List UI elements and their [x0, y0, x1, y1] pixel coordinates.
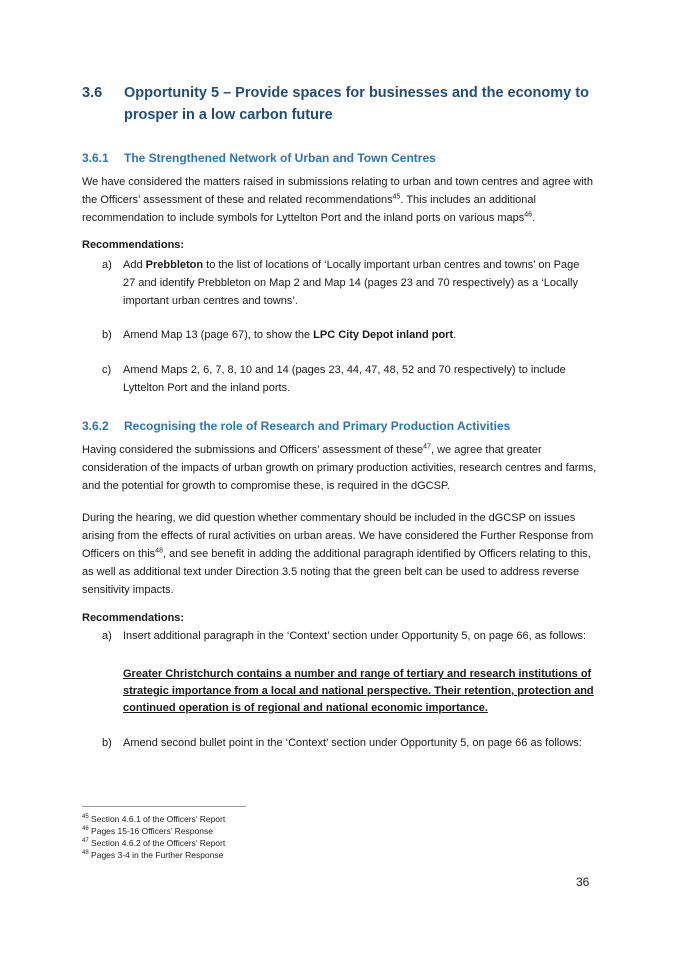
item-label: c): [102, 364, 112, 376]
paragraph: [82, 173, 602, 227]
footnote-number: 47: [82, 838, 89, 845]
paragraph: [82, 509, 602, 599]
footnote-text: Section 4.6.1 of the Officers’ Report: [88, 814, 226, 824]
section-heading: [82, 82, 622, 126]
recommendation-item: [102, 627, 592, 645]
item-text: [123, 326, 592, 344]
footnote-text: Section 4.6.2 of the Officers’ Report: [88, 838, 226, 848]
subsection-title: Recognising the role of Research and Primary Production Activities: [124, 419, 511, 433]
section-title: Opportunity 5 – Provide spaces for businesses and the economy to prosper in a low carbon future: [124, 85, 589, 123]
footnote: [82, 825, 213, 837]
text: During the hearing, we did question whether commentary should be included in the dGCSP on issues arising from the effects of rural activities on urban areas. We have considered the Further Response from Officers on this: [82, 512, 594, 560]
subsection-heading-361: [82, 150, 436, 166]
footnote: [82, 813, 225, 825]
bold-text: Prebbleton: [145, 259, 204, 271]
item-label: b): [102, 737, 112, 749]
subsection-heading-362: [82, 418, 510, 434]
text: . This includes an additional recommendation to include symbols for Lyttelton Port and the inland ports on various maps: [82, 194, 536, 224]
paragraph: [82, 441, 602, 495]
recommendations-heading: Recommendations:: [82, 612, 185, 624]
subsection-title: The Strengthened Network of Urban and Town Centres: [124, 151, 436, 165]
footnote-ref[interactable]: 47: [423, 443, 431, 451]
item-text: [123, 361, 592, 397]
text: Amend Map 13 (page 67), to show the: [123, 329, 314, 341]
item-text: [123, 256, 592, 310]
recommendation-item: [102, 361, 592, 397]
text: , we agree that greater consideration of the impacts of urban growth on primary production activities, research centres and farms, and the potential for growth to compromise these, is required in the dGCSP.: [82, 444, 597, 492]
footnote-text: Pages 15-16 Officers’ Response: [88, 826, 213, 836]
page-number: 36: [576, 875, 590, 889]
recommendations-heading: Recommendations:: [82, 239, 185, 251]
footnote-number: 48: [82, 850, 89, 857]
item-label: a): [102, 259, 112, 271]
item-label: a): [102, 630, 112, 642]
section-number: 3.6: [82, 85, 103, 101]
item-label: b): [102, 329, 112, 341]
subsection-number: 3.6.2: [82, 419, 109, 433]
footnote-text: Pages 3-4 in the Further Response: [88, 850, 224, 860]
text: We have considered the matters raised in submissions relating to urban and town centres and agree with the Officers’ assessment of these and related recommendations: [82, 176, 593, 206]
text: .: [453, 329, 457, 341]
footnote-number: 46: [82, 826, 89, 833]
subsection-number: 3.6.1: [82, 151, 109, 165]
footnote-divider: [82, 806, 246, 807]
text: .: [532, 212, 536, 224]
text: , and see benefit in adding the additional paragraph identified by Officers relating to this, as well as additional text under Direction 3.5 noting that the green belt can be used to address reverse sensitivity impacts.: [82, 548, 591, 596]
recommendation-item: [102, 734, 592, 752]
footnote-ref[interactable]: 48: [155, 547, 163, 555]
footnote: [82, 837, 225, 849]
footnote-number: 45: [82, 814, 89, 821]
recommendation-item: [102, 326, 592, 344]
item-text: Insert additional paragraph in the ‘Context’ section under Opportunity 5, on page 66, as follows:: [123, 630, 587, 642]
inserted-paragraph-quote: Greater Christchurch contains a number and range of tertiary and research institutions of strategic importance from a local and national perspective. Their retention, protection and continued operation is of regional and national economic importance.: [123, 668, 594, 714]
text: Add: [123, 259, 146, 271]
text: to the list of locations of ‘Locally important urban centres and towns’ on Page 27 and identify Prebbleton on Map 2 and Map 14 (pages 23 and 70 respectively) as a ‘Locally important urban centres and towns’.: [123, 259, 580, 307]
footnote-ref[interactable]: 46: [524, 211, 533, 219]
footnote-ref[interactable]: 45: [392, 193, 401, 201]
bold-text: LPC City Depot inland port: [313, 329, 454, 341]
recommendation-item: [102, 256, 592, 310]
footnote: [82, 849, 223, 861]
text: Amend Maps 2, 6, 7, 8, 10 and 14 (pages 23, 44, 47, 48, 52 and 70 respectively) to include Lyttelton Port and the inland ports.: [123, 364, 566, 394]
text: Having considered the submissions and Officers’ assessment of these: [82, 444, 424, 456]
item-text: Amend second bullet point in the ‘Context’ section under Opportunity 5, on page 66 as follows:: [123, 737, 582, 749]
